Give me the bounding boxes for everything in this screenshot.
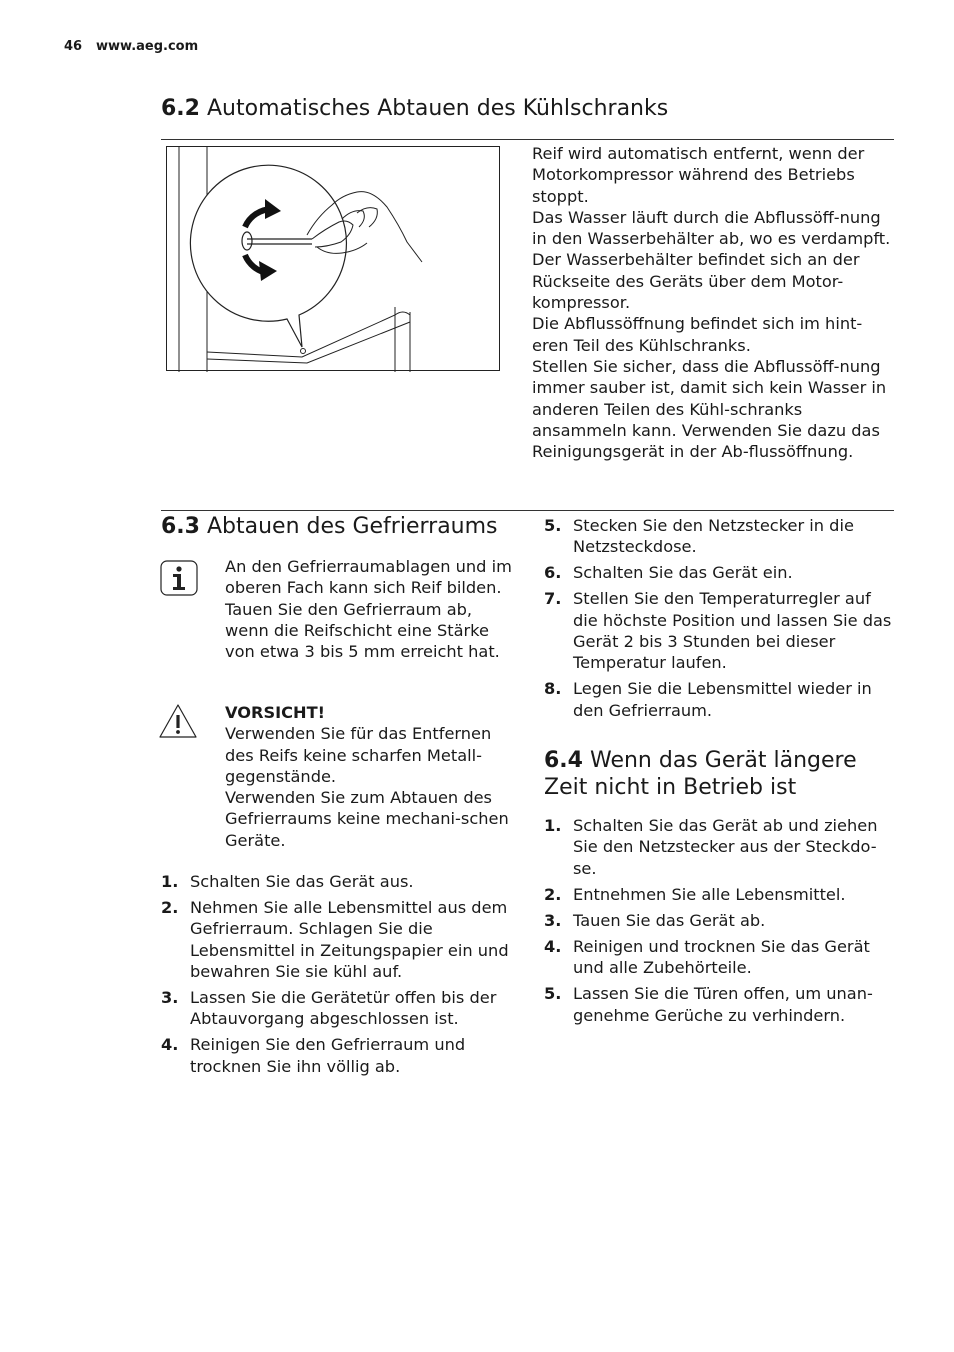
step-number: 1.: [161, 872, 179, 891]
section-6-2-heading: [161, 96, 668, 121]
step-text: Lassen Sie die Türen offen, um unan-genehme Gerüche zu verhindern.: [573, 984, 873, 1025]
paragraph: Der Wasserbehälter befindet sich an der Rückseite des Geräts über dem Motor-kompressor.: [532, 250, 860, 313]
list-item: [544, 678, 896, 721]
step-text: Schalten Sie das Gerät aus.: [190, 872, 414, 891]
paragraph: Reif wird automatisch entfernt, wenn der Motorkompressor während des Betriebs stoppt.: [532, 144, 865, 206]
list-item: [544, 983, 896, 1026]
step-text: Stecken Sie den Netzstecker in die Netzsteckdose.: [573, 516, 854, 557]
step-number: 6.: [544, 563, 562, 583]
info-icon: [160, 560, 198, 600]
step-number: 4.: [544, 936, 562, 956]
warning-icon: [158, 703, 198, 743]
paragraph: Stellen Sie sicher, dass die Abflussöff-nung immer sauber ist, damit sich kein Wasser in anderen Teilen des Kühl-schranks ansammeln kann. Verwenden Sie dazu das Reinigungsgerät in der Ab-flussöffnung.: [532, 356, 887, 462]
info-line: Tauen Sie den Gefrierraum ab, wenn die Reifschicht eine Stärke von etwa 3 bis 5 mm erreicht hat.: [225, 599, 500, 662]
step-number: 2.: [544, 884, 562, 904]
list-item: [544, 515, 896, 558]
defrost-drain-illustration: [166, 146, 500, 371]
step-text: Legen Sie die Lebensmittel wieder in den Gefrierraum.: [573, 679, 872, 720]
section-number: 6.3: [161, 514, 200, 539]
list-item: [161, 1034, 517, 1077]
step-text: Nehmen Sie alle Lebensmittel aus dem Gefrierraum. Schlagen Sie die Lebensmittel in Zeitungspapier ein und bewahren Sie sie kühl auf.: [190, 898, 509, 981]
section-title: Abtauen des Gefrierraums: [206, 514, 498, 539]
step-number: 3.: [544, 910, 562, 930]
caution-line: Verwenden Sie für das Entfernen des Reifs keine scharfen Metall-gegenstände.: [225, 724, 492, 786]
step-number: 2.: [161, 898, 179, 918]
section-title: Automatisches Abtauen des Kühlschranks: [206, 96, 669, 121]
step-text: Schalten Sie das Gerät ab und ziehen Sie den Netzstecker aus der Steckdo-se.: [573, 816, 878, 878]
page-number: 46: [64, 39, 83, 54]
step-text: Lassen Sie die Gerätetür offen bis der Abtauvorgang abgeschlossen ist.: [190, 988, 497, 1029]
list-item: [544, 936, 896, 979]
list-item: [161, 871, 517, 892]
step-number: 4.: [161, 1035, 179, 1055]
idle-steps-list: [544, 815, 896, 1031]
list-item: [544, 588, 896, 673]
step-number: 3.: [161, 988, 179, 1008]
caution-line: Verwenden Sie zum Abtauen des Gefrierraums keine mechani-schen Geräte.: [225, 788, 509, 850]
section-6-4-heading: [544, 747, 894, 801]
caution-title: VORSICHT!: [225, 703, 326, 722]
defrost-steps-list: [161, 871, 517, 1082]
step-number: 8.: [544, 679, 562, 699]
step-text: Schalten Sie das Gerät ein.: [573, 563, 793, 583]
list-item: [544, 884, 896, 905]
section-6-2-text: [532, 143, 894, 462]
step-text: Reinigen Sie den Gefrierraum und trocknen Sie ihn völlig ab.: [190, 1035, 466, 1076]
paragraph: Das Wasser läuft durch die Abflussöff-nung in den Wasserbehälter ab, wo es verdampft.: [532, 207, 891, 249]
step-text: Tauen Sie das Gerät ab.: [573, 910, 766, 930]
list-item: [161, 897, 517, 982]
step-number: 5.: [544, 516, 562, 535]
defrost-steps-list-continued: [544, 515, 896, 726]
section-number: 6.2: [161, 96, 200, 121]
section-divider: [161, 139, 894, 140]
website-link[interactable]: www.aeg.com: [96, 39, 199, 54]
step-number: 5.: [544, 984, 562, 1004]
step-text: Reinigen und trocknen Sie das Gerät und alle Zubehörteile.: [573, 936, 870, 978]
list-item: [161, 987, 517, 1030]
list-item: [544, 910, 896, 931]
info-note: [225, 556, 515, 662]
list-item: [544, 562, 896, 583]
info-line: An den Gefrierraumablagen und im oberen Fach kann sich Reif bilden.: [225, 557, 512, 598]
section-divider: [161, 510, 894, 511]
step-text: Entnehmen Sie alle Lebensmittel.: [573, 884, 846, 904]
section-number: 6.4: [544, 748, 583, 773]
section-title: Wenn das Gerät längere Zeit nicht in Betrieb ist: [544, 748, 857, 800]
step-number: 1.: [544, 816, 562, 835]
step-number: 7.: [544, 589, 562, 609]
list-item: [544, 815, 896, 879]
paragraph: Die Abflussöffnung befindet sich im hint-eren Teil des Kühlschranks.: [532, 314, 863, 355]
step-text: Stellen Sie den Temperaturregler auf die höchste Position und lassen Sie das Gerät 2 bis 3 Stunden bei dieser Temperatur laufen.: [573, 589, 892, 673]
section-6-3-heading: [161, 514, 498, 539]
caution-note: [225, 702, 515, 851]
